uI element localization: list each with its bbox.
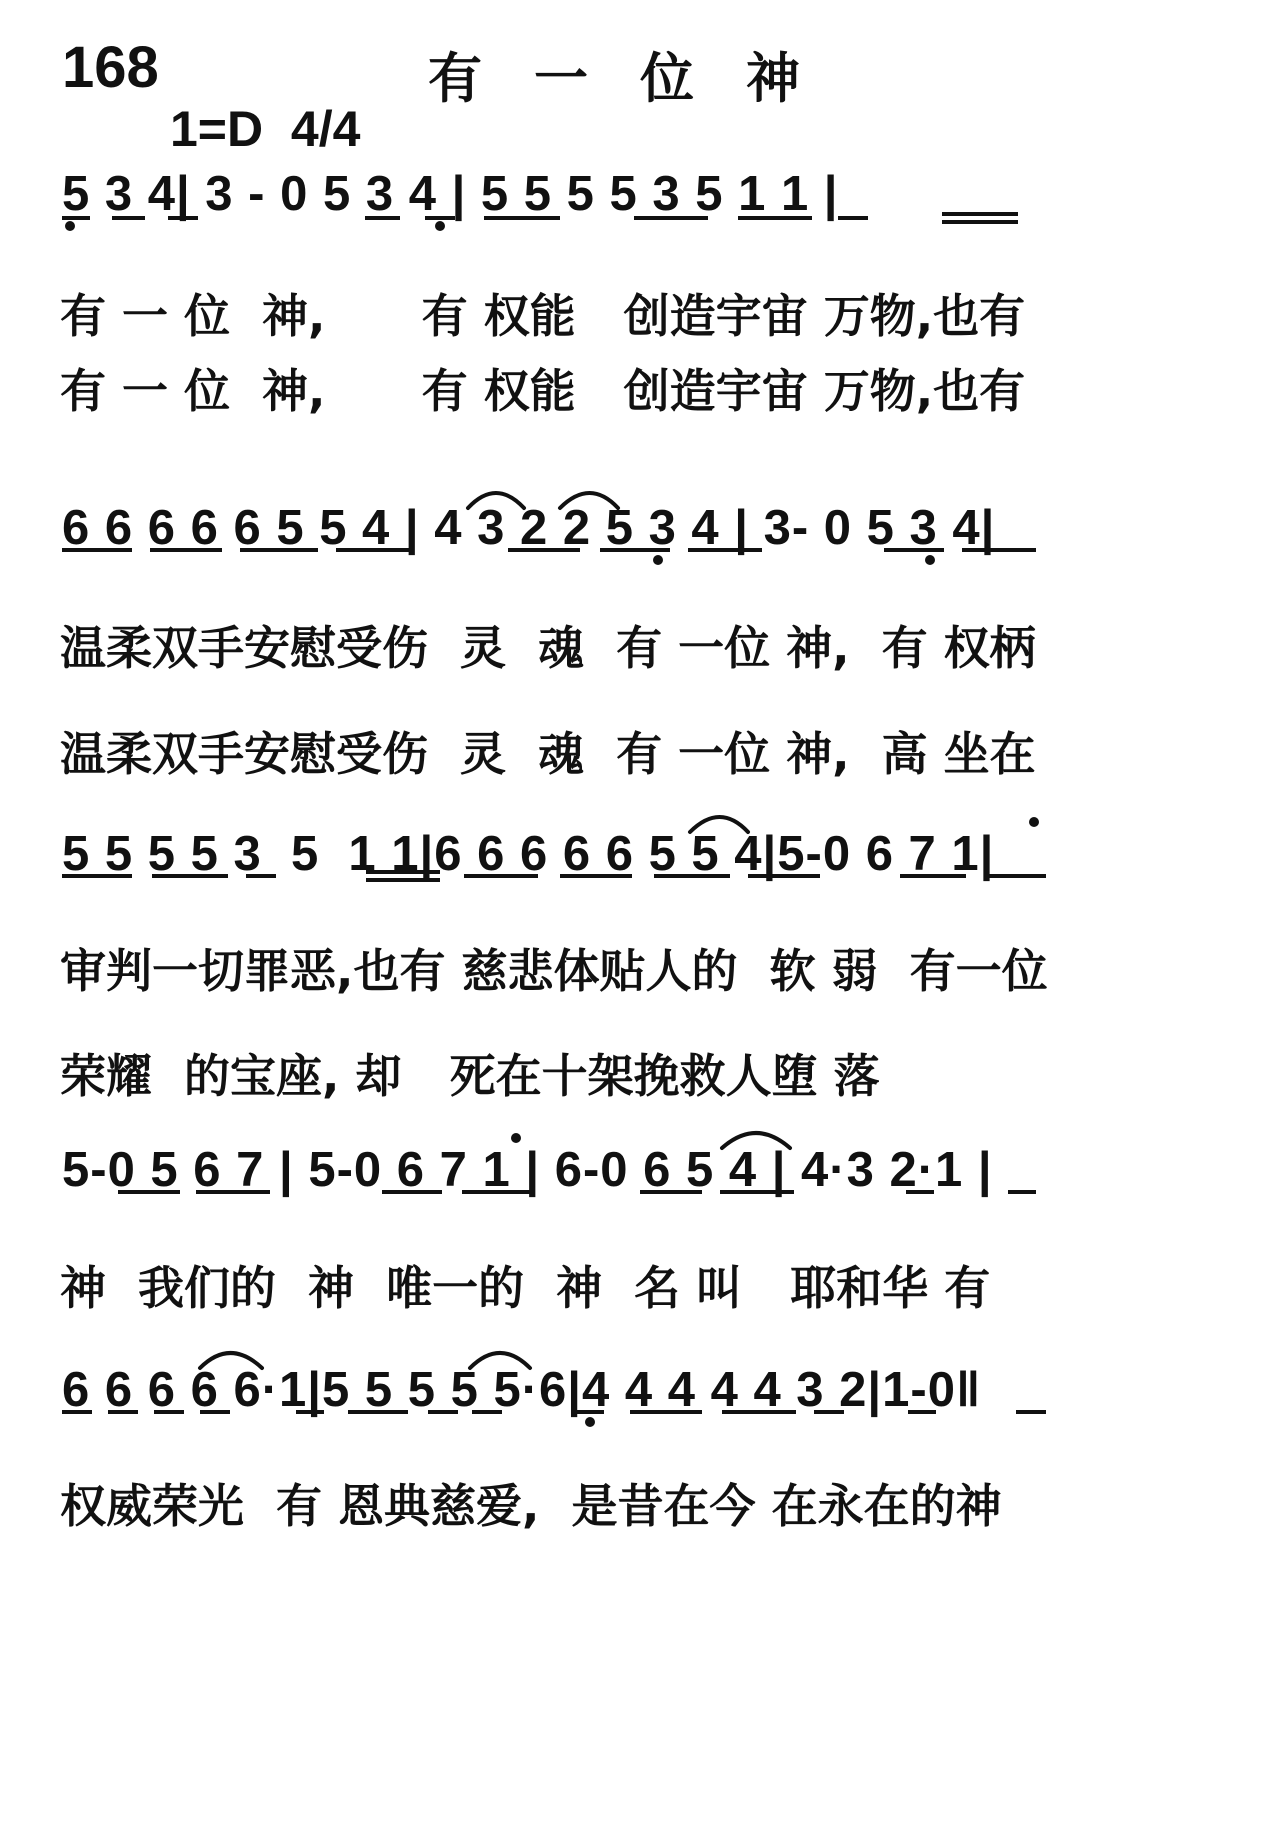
notation-line-4: 5-0 5 6 7 | 5-0 6 7 1 | 6-0 6 5 4 | 4·3 2·1 | xyxy=(62,1143,993,1197)
octave-dot xyxy=(65,221,75,231)
lyric-line-1b: 有 一 位 神, 有 权能 创造宇宙 万物,也有 xyxy=(60,364,1026,418)
octave-dot xyxy=(925,555,935,565)
lyric-line-4a: 神 我们的 神 唯一的 神 名 叫 耶和华 有 xyxy=(60,1261,991,1315)
lyric-line-3b: 荣耀 的宝座, 却 死在十架挽救人堕 落 xyxy=(60,1049,880,1103)
tie-slur xyxy=(470,1353,530,1368)
tie-slur xyxy=(690,817,748,832)
tie-slur xyxy=(722,1133,790,1148)
hymn-title: 有一位神 xyxy=(428,46,852,110)
tie-slur xyxy=(200,1353,262,1368)
octave-dot xyxy=(1029,817,1039,827)
hymn-number: 168 xyxy=(62,35,159,100)
notation-line-1: 5 3 4| 3 - 0 5 3 4 | 5 5 5 5 3 5 1 1 | xyxy=(62,167,839,221)
lyric-line-1a: 有 一 位 神, 有 权能 创造宇宙 万物,也有 xyxy=(60,289,1026,343)
tie-slur xyxy=(468,493,524,508)
octave-dot xyxy=(435,221,445,231)
lyric-line-3a: 审判一切罪恶,也有 慈悲体贴人的 软 弱 有一位 xyxy=(60,944,1048,998)
tie-slur xyxy=(560,493,618,508)
octave-dot xyxy=(653,555,663,565)
octave-dot xyxy=(585,1417,595,1427)
notation-line-5: 6 6 6 6 6·1|5 5 5 5 5·6|4 4 4 4 4 3 2|1-0‖ xyxy=(62,1363,982,1417)
octave-dot xyxy=(511,1133,521,1143)
key-time-signature: 1=D 4/4 xyxy=(170,101,361,157)
notation-line-3: 5 5 5 5 3 5 1 1|6 6 6 6 6 5 5 4|5-0 6 7 1| xyxy=(62,827,995,881)
notation-line-2: 6 6 6 6 6 5 5 4 | 4 3 2 2 5 3 4 | 3- 0 5 3 4| xyxy=(62,501,996,555)
lyric-line-5a: 权威荣光 有 恩典慈爱, 是昔在今 在永在的神 xyxy=(60,1479,1002,1533)
lyric-line-2b: 温柔双手安慰受伤 灵 魂 有 一位 神, 高 坐在 xyxy=(60,727,1036,781)
lyric-line-2a: 温柔双手安慰受伤 灵 魂 有 一位 神, 有 权柄 xyxy=(60,621,1036,675)
